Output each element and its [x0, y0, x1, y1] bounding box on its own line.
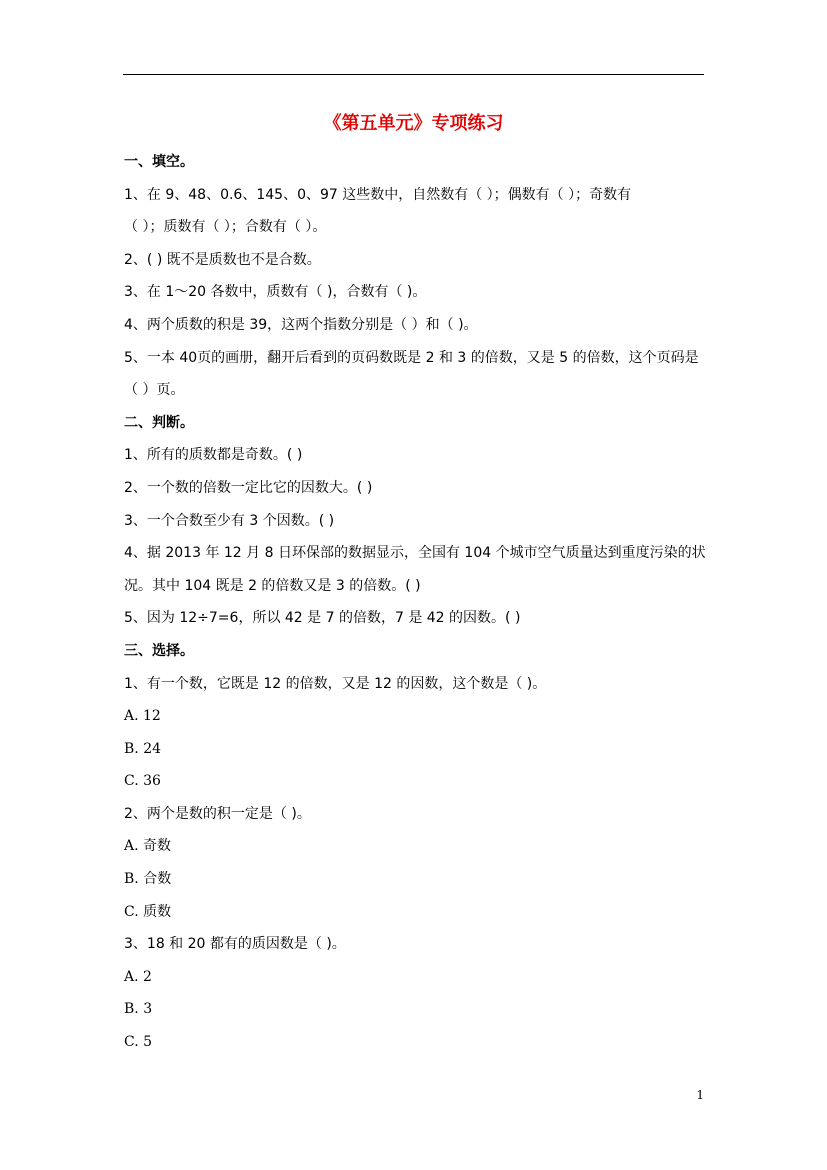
answer-option: A. 奇数 [124, 838, 172, 855]
question-line: 1、在 9、48、0.6、145、0、97 这些数中，自然数有（ ）；偶数有（ ）；奇数有 [124, 186, 632, 203]
question-line: 5、一本 40页的画册，翻开后看到的页码数既是 2 和 3 的倍数，又是 5 的倍数，这个页码是 [124, 349, 699, 366]
document-title: 《第五单元》专项练习 [323, 113, 504, 134]
question-line: 1、有一个数，它既是 12 的倍数，又是 12 的因数，这个数是（ )。 [124, 675, 547, 692]
section-heading-choice: 三、选择。 [124, 642, 194, 659]
document-body [124, 146, 714, 1059]
answer-option: C. 质数 [124, 903, 172, 920]
question-line: 2、一个数的倍数一定比它的因数大。( ) [124, 479, 373, 496]
question-line: 2、两个是数的积一定是（ )。 [124, 805, 311, 822]
question-line: 3、18 和 20 都有的质因数是（ )。 [124, 936, 346, 953]
question-line: 3、一个合数至少有 3 个因数。( ) [124, 512, 335, 529]
question-line: 4、据 2013 年 12 月 8 日环保部的数据显示，全国有 104 个城市空气质量达到重度污染的状 [124, 545, 706, 562]
question-line: 4、两个质数的积是 39，这两个指数分别是（ ）和（ )。 [124, 316, 478, 333]
section-heading-judge: 二、判断。 [124, 414, 194, 431]
answer-option: B. 3 [124, 1001, 153, 1018]
answer-option: B. 合数 [124, 871, 172, 888]
question-line: 5、因为 12÷7=6，所以 42 是 7 的倍数，7 是 42 的因数。( ) [124, 610, 521, 627]
answer-option: A. 2 [124, 968, 152, 985]
page-number: 1 [696, 1088, 704, 1102]
question-line: （ ）页。 [124, 382, 185, 399]
answer-option: C. 5 [124, 1034, 153, 1051]
question-line: （ ）；质数有（ ）；合数有（ ）。 [124, 219, 327, 236]
question-line: 3、在 1～20 各数中，质数有（ )，合数有（ )。 [124, 284, 427, 301]
header-rule [123, 74, 704, 75]
answer-option: A. 12 [124, 708, 161, 725]
answer-option: C. 36 [124, 773, 161, 790]
question-line: 2、( ) 既不是质数也不是合数。 [124, 251, 321, 268]
question-line: 1、所有的质数都是奇数。( ) [124, 447, 303, 464]
question-line: 况。其中 104 既是 2 的倍数又是 3 的倍数。( ) [124, 577, 421, 594]
answer-option: B. 24 [124, 740, 162, 757]
section-heading-fill-blank: 一、填空。 [124, 154, 194, 170]
